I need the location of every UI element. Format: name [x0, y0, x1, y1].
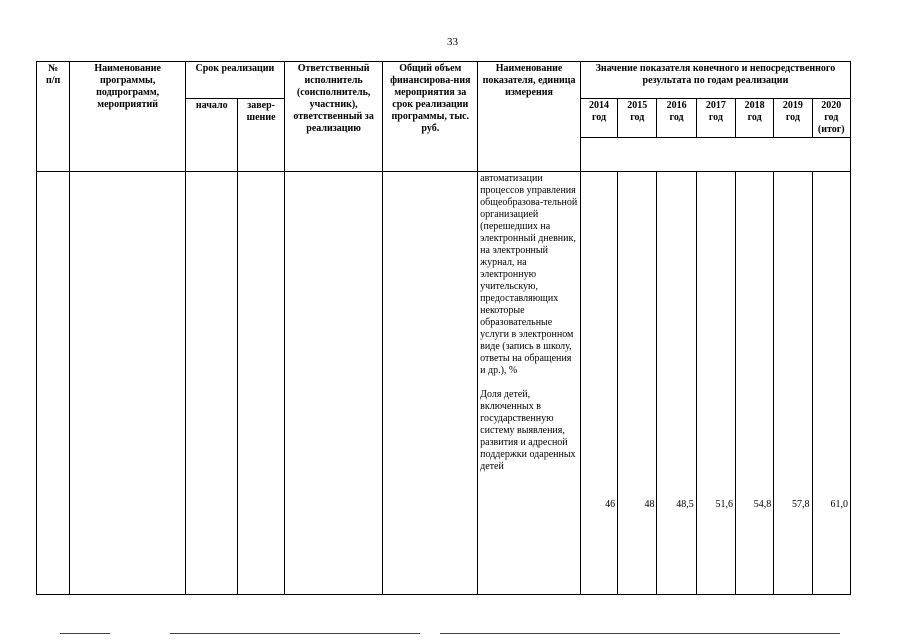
year-header-2017: 2017 год — [696, 99, 735, 138]
year-header-2016: 2016 год — [657, 99, 696, 138]
col-name-header: Наименование программы, подпрограмм, мероприятий — [70, 62, 186, 172]
value-2017: 51,6 — [696, 172, 735, 595]
col-num-header: № п/п — [37, 62, 70, 172]
cell-executor — [284, 172, 383, 595]
col-financing-header: Общий объем финансирова-ния мероприятия за срок реализации программы, тыс. руб. — [383, 62, 478, 172]
scan-edge-line-right — [440, 633, 840, 634]
value-2019: 57,8 — [774, 172, 812, 595]
value-2018: 54,8 — [736, 172, 774, 595]
cell-financing — [383, 172, 478, 595]
program-table — [36, 61, 851, 595]
header-row-1 — [37, 62, 851, 99]
col-term-start-header: начало — [186, 99, 238, 172]
value-2014: 46 — [580, 172, 617, 595]
year-header-2014: 2014 год — [580, 99, 617, 138]
value-2015: 48 — [618, 172, 657, 595]
cell-term-end — [238, 172, 284, 595]
year-header-2015: 2015 год — [618, 99, 657, 138]
value-2020: 61,0 — [812, 172, 850, 595]
body-row — [37, 172, 851, 595]
value-2016: 48,5 — [657, 172, 696, 595]
page-number: 33 — [447, 36, 458, 48]
header-filler — [580, 138, 850, 172]
col-term-header: Срок реализации — [186, 62, 285, 99]
year-header-2018: 2018 год — [736, 99, 774, 138]
col-indicator-header: Наименование показателя, единица измерения — [478, 62, 581, 172]
cell-num — [37, 172, 70, 595]
year-header-2019: 2019 год — [774, 99, 812, 138]
year-header-2020: 2020 год (итог) — [812, 99, 850, 138]
col-term-end-header: завер- шение — [238, 99, 284, 172]
indicator-2-text: Доля детей, включенных в государственную систему выявления, развития и адресной поддержки одаренных детей — [480, 389, 576, 472]
cell-indicator — [478, 172, 581, 595]
cell-term-start — [186, 172, 238, 595]
col-executor-header: Ответственный исполнитель (соисполнитель, участник), ответственный за реализацию — [284, 62, 383, 172]
scan-edge-line-left — [60, 633, 110, 634]
col-values-group-header: Значение показателя конечного и непосредственного результата по годам реализации — [580, 62, 850, 99]
indicator-1-text: автоматизации процессов управления общеобразова-тельной организацией (перешедших на электронный дневник, на электронный журнал, на электронную учительскую, предоставляющих некоторые образовательные услуги в электронном виде (запись в школу, ответы на обращения и др.), % — [480, 173, 578, 376]
scan-edge-line-mid — [170, 633, 420, 634]
cell-name — [70, 172, 186, 595]
